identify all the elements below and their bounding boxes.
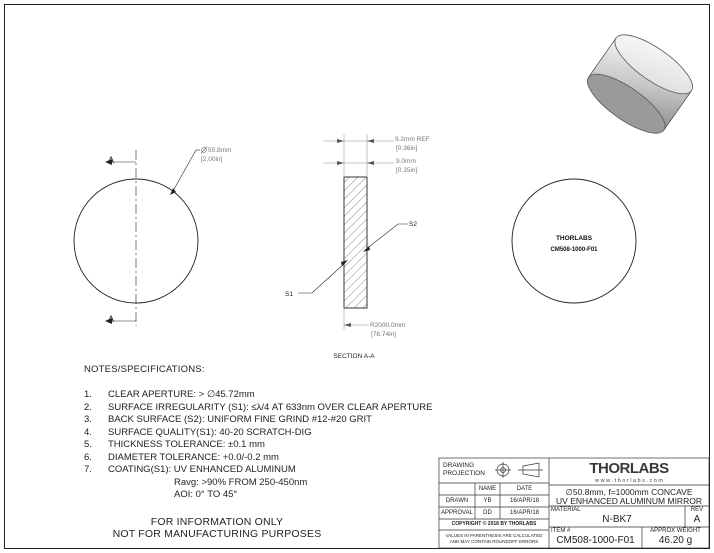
note-number: 4. (84, 426, 92, 438)
approval-label: APPROVAL (441, 510, 473, 516)
note-number: 1. (84, 389, 92, 400)
disclaimer-line-2: NOT FOR MANUFACTURING PURPOSES (112, 528, 322, 540)
rev-label: REV (690, 507, 704, 513)
thick-dim-arrow-left (337, 161, 344, 165)
surface-2-label: S2 (409, 221, 417, 228)
radius-label: R2000.0mm (370, 322, 406, 329)
diameter-label: 50.8mm (208, 147, 232, 154)
isometric-view (579, 25, 700, 143)
material-label: MATERIAL (551, 507, 581, 513)
surface-1-label: S1 (285, 291, 293, 298)
brand-logo: THORLABS (589, 460, 669, 477)
drawn-date: 16/APR/18 (509, 498, 540, 504)
radius-leader-arrow (344, 323, 351, 327)
note-item (84, 464, 432, 477)
note-text: SURFACE IRREGULARITY (S1): ≤λ/4 AT 633nm OVER CLEAR APERTURE (108, 401, 433, 413)
thickness-inch-label: [0.35in] (396, 167, 418, 174)
values-note-1: VALUES IN PARENTHESIS ARE CALCULATED (445, 533, 543, 538)
engraving-part-number: CM508-1000-F01 (550, 247, 598, 253)
note-item (84, 389, 432, 402)
projection-label-1: DRAWING (443, 462, 475, 469)
note-number: 5. (84, 439, 92, 450)
note-number: 6. (84, 451, 92, 463)
drawn-name: YB (483, 498, 492, 504)
notes-header: NOTES/SPECIFICATIONS: (84, 364, 205, 375)
coating-detail: Ravg: >90% FROM 250-450nm (174, 476, 308, 488)
note-number: 7. (84, 464, 92, 475)
radius-inch-label: [78.74in] (371, 331, 396, 338)
ref-dim-arrow-left (337, 139, 344, 143)
section-label: SECTION A-A (333, 353, 375, 360)
coating-detail: AOI: 0° TO 45° (174, 489, 238, 500)
col-name-header: NAME (478, 486, 497, 492)
disclaimer-line-1: FOR INFORMATION ONLY (150, 516, 284, 528)
item-number: CM508-1000-F01 (556, 535, 635, 546)
note-text: COATING(S1): UV ENHANCED ALUMINUM (108, 464, 296, 475)
note-number: 3. (84, 414, 92, 425)
note-text: THICKNESS TOLERANCE: ±0.1 mm (108, 439, 265, 450)
notes-list (84, 389, 432, 477)
back-view (512, 179, 636, 303)
note-text: DIAMETER TOLERANCE: +0.0/-0.2 mm (108, 451, 279, 463)
part-description-2: UV ENHANCED ALUMINUM MIRROR (556, 496, 702, 506)
note-item (84, 414, 432, 427)
disclaimer (112, 516, 322, 540)
approval-name: DD (483, 510, 492, 516)
notes-block (84, 364, 432, 502)
side-view (285, 134, 430, 360)
weight-value: 46.20 g (658, 535, 693, 546)
ref-dim-arrow-right (367, 139, 374, 143)
col-date-header: DATE (516, 486, 533, 492)
diameter-inch-label: [2.00in] (201, 156, 223, 163)
note-text: CLEAR APERTURE: > ∅45.72mm (108, 389, 255, 400)
s2-leader (365, 224, 408, 250)
note-text: SURFACE QUALITY(S1): 40-20 SCRATCH-DIG (108, 426, 312, 438)
note-item (84, 439, 432, 452)
s1-leader (298, 262, 346, 293)
approval-date: 16/APR/18 (509, 510, 540, 516)
drawn-label: DRAWN (445, 498, 469, 504)
material-value: N-BK7 (602, 514, 632, 525)
copyright-note: COPYRIGHT © 2018 BY THORLABS (451, 521, 537, 527)
section-marker-bottom: A (108, 314, 115, 324)
note-item (84, 452, 432, 465)
diameter-leader (173, 150, 196, 191)
diameter-leader-arrow (170, 188, 176, 195)
note-number: 2. (84, 401, 92, 413)
values-note-2: AND MAY CONTAIN ROUNDOFF ERRORS (449, 539, 539, 544)
part-description-1: ∅50.8mm, f=1000mm CONCAVE (565, 487, 693, 497)
projection-label-2: PROJECTION (443, 470, 485, 477)
section-marker-top: A (108, 155, 115, 165)
note-text: BACK SURFACE (S2): UNIFORM FINE GRIND #12-#20 GRIT (108, 414, 372, 425)
rev-value: A (693, 514, 701, 525)
note-item (84, 427, 432, 440)
item-label: ITEM # (551, 528, 571, 534)
note-item (84, 402, 432, 415)
thickness-label: 9.0mm (396, 158, 416, 165)
projection-symbol-icon (495, 462, 543, 478)
coating-details (84, 477, 432, 502)
front-view (74, 147, 231, 327)
brand-website: w w w . t h o r l a b s . c o m (595, 478, 663, 484)
mirror-cross-section (344, 177, 367, 308)
engraving-brand: THORLABS (555, 235, 593, 242)
thick-dim-arrow-right (367, 161, 374, 165)
weight-label: APPROX WEIGHT (650, 528, 701, 534)
thickness-ref-label: 9.2mm REF (395, 136, 430, 143)
thickness-ref-inch-label: [0.36in] (396, 145, 418, 152)
